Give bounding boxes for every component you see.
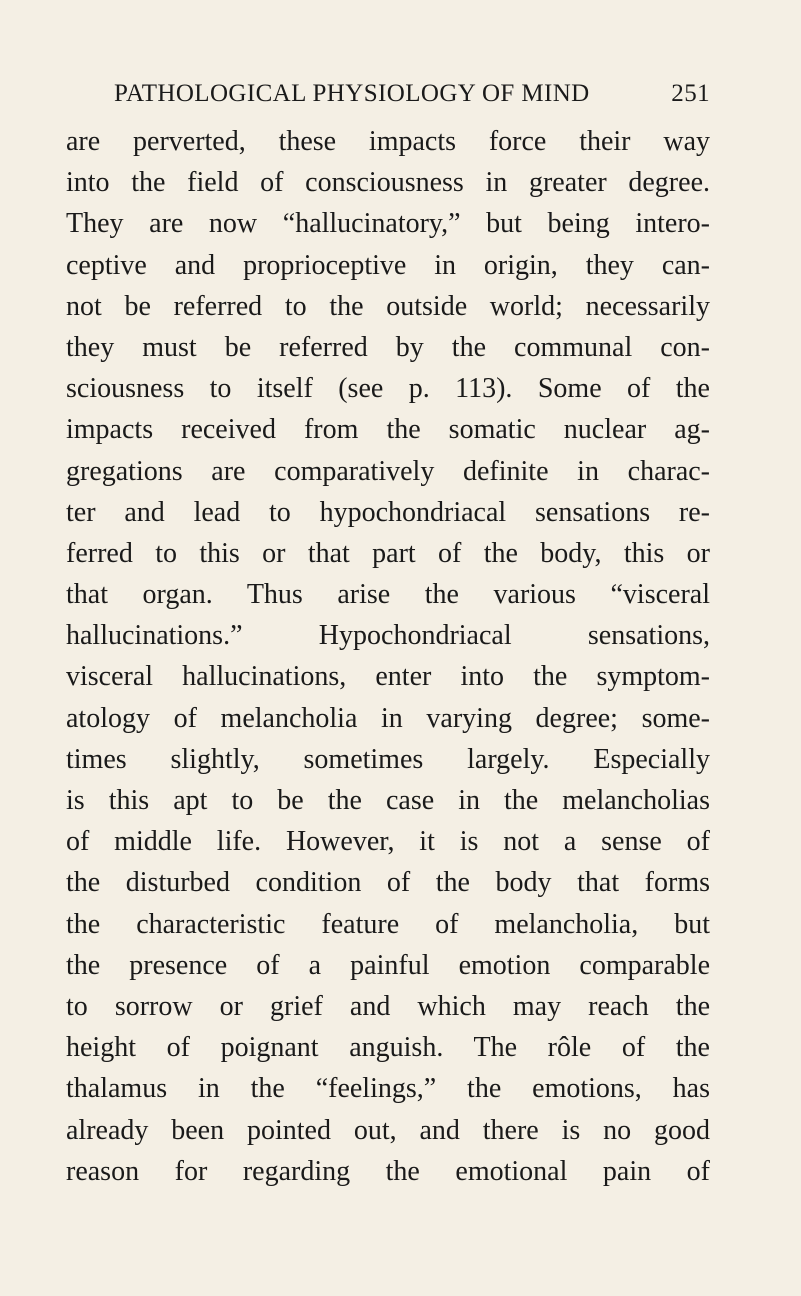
text-line: already been pointed out, and there is no good (66, 1114, 710, 1146)
text-line: height of poignant anguish. The rôle of the (66, 1032, 710, 1064)
text-line: sciousness to itself (see p. 113). Some of the (66, 373, 710, 405)
text-line: the characteristic feature of melancholia, but (66, 908, 710, 940)
text-line: the presence of a painful emotion comparable (66, 949, 710, 981)
text-line: that organ. Thus arise the various “visceral (66, 579, 710, 611)
text-line: into the field of consciousness in greater degree. (66, 167, 710, 199)
page-number: 251 (671, 80, 710, 107)
text-line: times slightly, sometimes largely. Especially (66, 743, 710, 775)
text-line: are perverted, these impacts force their way (66, 126, 710, 157)
text-line: to sorrow or grief and which may reach the (66, 990, 710, 1022)
text-line: They are now “hallucinatory,” but being intero- (66, 208, 710, 240)
text-line: ceptive and proprioceptive in origin, they can- (66, 249, 710, 281)
text-line: thalamus in the “feelings,” the emotions, has (66, 1073, 710, 1105)
text-line: visceral hallucinations, enter into the symptom- (66, 661, 710, 693)
text-line: ter and lead to hypochondriacal sensations re- (66, 496, 710, 528)
text-line: they must be referred by the communal con- (66, 331, 710, 363)
text-line: not be referred to the outside world; necessarily (66, 290, 710, 322)
text-line: hallucinations.” Hypochondriacal sensations, (66, 620, 710, 652)
text-line: ferred to this or that part of the body, this or (66, 537, 710, 569)
text-line: gregations are comparatively definite in charac- (66, 455, 710, 487)
body-text (66, 121, 710, 1192)
text-line: impacts received from the somatic nuclear ag- (66, 414, 710, 446)
text-line: of middle life. However, it is not a sense of (66, 826, 710, 858)
running-title: PATHOLOGICAL PHYSIOLOGY OF MIND (114, 80, 590, 107)
text-line: reason for regarding the emotional pain of (66, 1155, 710, 1187)
running-header (114, 74, 710, 114)
text-line: is this apt to be the case in the melancholias (66, 785, 710, 816)
text-line: atology of melancholia in varying degree; some- (66, 702, 710, 734)
text-line: the disturbed condition of the body that forms (66, 867, 710, 899)
